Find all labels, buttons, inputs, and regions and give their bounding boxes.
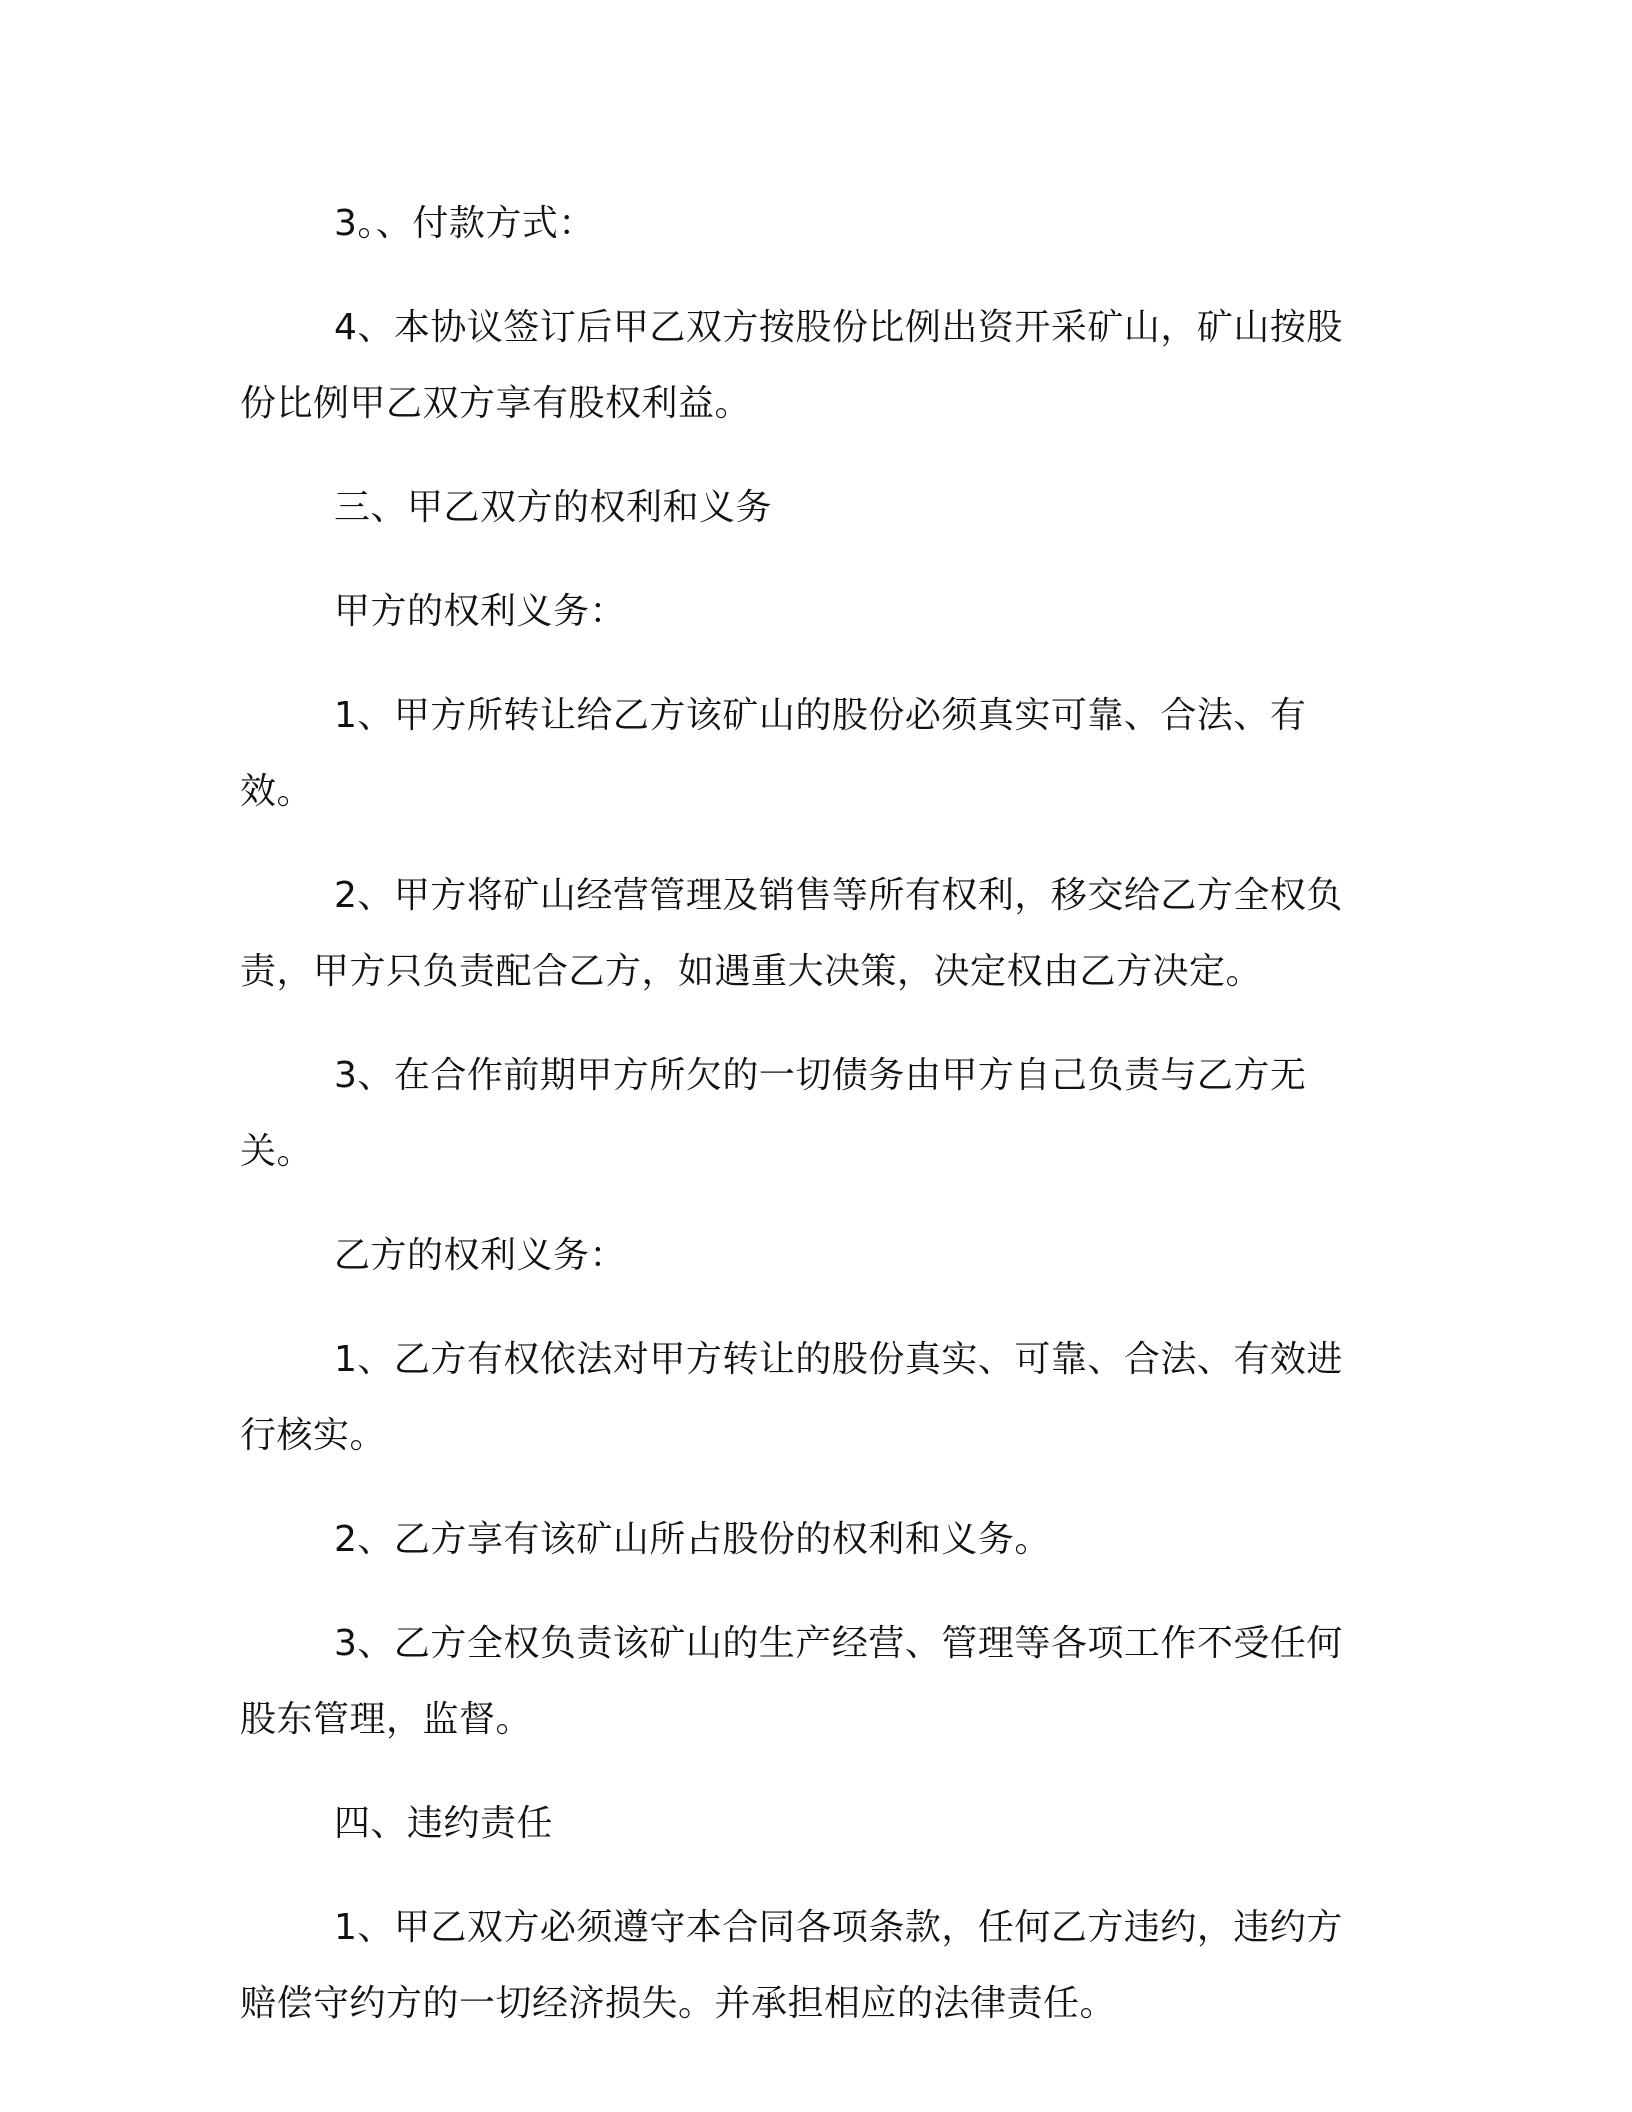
text-line: 4、本协议签订后甲乙双方按股份比例出资开采矿山，矿山按股 [334, 307, 1343, 348]
paragraph-party-a-item-1 [240, 678, 1372, 830]
text-line: 3、乙方全权负责该矿山的生产经营、管理等各项工作不受任何 [334, 1623, 1343, 1664]
paragraph-party-a-item-3 [240, 1038, 1372, 1190]
paragraph-breach-item-1 [240, 1890, 1372, 2042]
text-line: 1、甲方所转让给乙方该矿山的股份必须真实可靠、合法、有效。 [240, 695, 1307, 812]
text-line: 行核实。 [240, 1415, 387, 1456]
text-line: 份比例甲乙双方享有股权利益。 [240, 383, 752, 424]
section-heading-breach-liability [240, 1786, 1372, 1862]
text-line: 3。、付款方式： [334, 203, 595, 244]
paragraph-party-a-item-2 [240, 858, 1372, 1010]
text-line: 股东管理，监督。 [240, 1699, 533, 1740]
paragraph-clause-4 [240, 290, 1372, 442]
paragraph-party-b-item-3 [240, 1606, 1372, 1758]
text-line: 四、违约责任 [334, 1803, 554, 1844]
text-line: 甲方的权利义务： [334, 591, 627, 632]
text-line: 三、甲乙双方的权利和义务 [334, 487, 773, 528]
text-line: 1、乙方有权依法对甲方转让的股份真实、可靠、合法、有效进 [334, 1339, 1343, 1380]
text-line: 赔偿守约方的一切经济损失。并承担相应的法律责任。 [240, 1983, 1117, 2024]
paragraph-party-b-item-2 [240, 1502, 1372, 1578]
text-line: 1、甲乙双方必须遵守本合同各项条款，任何乙方违约，违约方 [334, 1907, 1343, 1948]
text-line: 责，甲方只负责配合乙方，如遇重大决策，决定权由乙方决定。 [240, 951, 1263, 992]
paragraph-payment-method [240, 186, 1372, 262]
text-line: 乙方的权利义务： [334, 1235, 627, 1276]
subheading-party-b [240, 1218, 1372, 1294]
text-line: 2、甲方将矿山经营管理及销售等所有权利，移交给乙方全权负 [334, 875, 1343, 916]
text-line: 2、乙方享有该矿山所占股份的权利和义务。 [334, 1519, 1051, 1560]
text-line: 3、在合作前期甲方所欠的一切债务由甲方自己负责与乙方无关。 [240, 1055, 1307, 1172]
document-body [240, 186, 1372, 2070]
section-heading-rights-obligations [240, 470, 1372, 546]
paragraph-party-b-item-1 [240, 1322, 1372, 1474]
subheading-party-a [240, 574, 1372, 650]
